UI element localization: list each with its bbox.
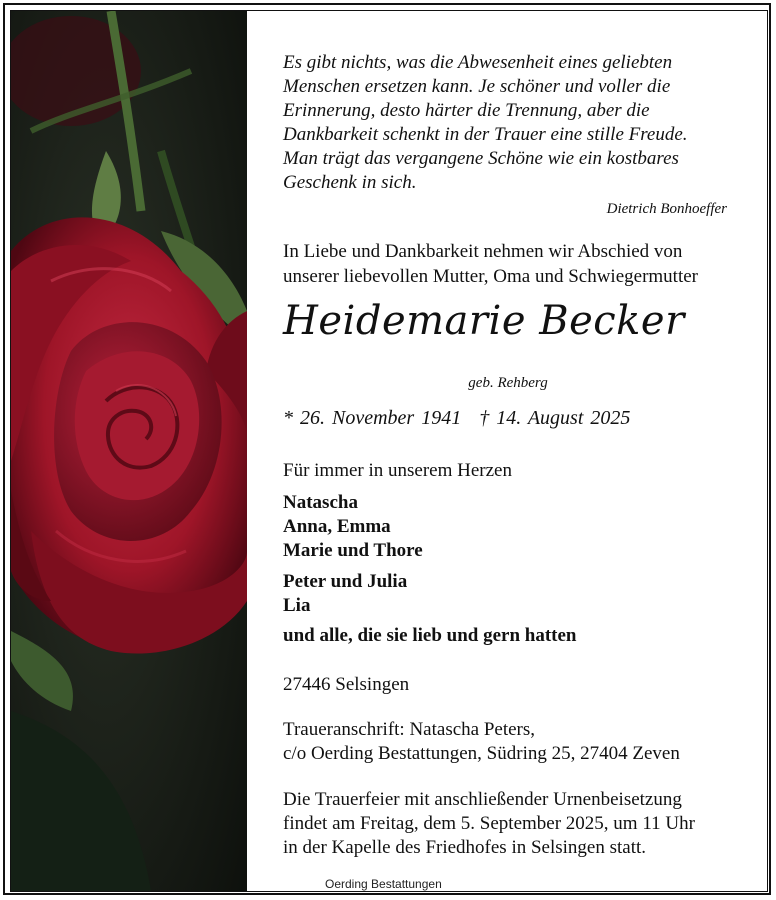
rose-photo [11,11,247,891]
undertaker-signature: Oerding Bestattungen [325,877,442,891]
family-member: Peter und Julia [283,571,408,592]
obituary-frame [3,3,771,895]
mourning-address [283,718,680,766]
quote-block [283,51,743,195]
address-line: c/o Oerding Bestattungen, Südring 25, 27404 Zeven [283,743,680,764]
quote-author: Dietrich Bonhoeffer [606,201,727,217]
family-closing [283,624,577,648]
maiden-name: geb. Rehberg [468,375,548,391]
address-line: Traueranschrift: Natascha Peters, [283,719,536,740]
family-member: Lia [283,595,311,616]
deceased-name: Heidemarie Becker [283,298,685,344]
family-member: Anna, Emma [283,516,391,537]
birth-date: * 26. November 1941 [283,407,462,429]
intro-text [283,239,698,289]
family-member: Marie und Thore [283,540,423,561]
ceremony-line: in der Kapelle des Friedhofes in Selsingen statt. [283,837,647,858]
ceremony-line: Die Trauerfeier mit anschließender Urnenbeisetzung [283,789,682,810]
quote-line: Menschen ersetzen kann. Je schöner und voller die [283,76,671,97]
ceremony-line: findet am Freitag, dem 5. September 2025, um 11 Uhr [283,813,695,834]
quote-line: Geschenk in sich. [283,172,417,193]
obituary-inner-border [10,10,768,892]
quote-line: Erinnerung, desto härter die Trennung, aber die [283,100,650,121]
death-date: † 14. August 2025 [479,407,631,429]
rose-illustration [11,11,247,891]
quote-line: Dankbarkeit schenkt in der Trauer eine stille Freude. [283,124,688,145]
intro-line: unserer liebevollen Mutter, Oma und Schwiegermutter [283,266,699,287]
ceremony-info [283,788,695,860]
intro-line: In Liebe und Dankbarkeit nehmen wir Abschied von [283,241,683,262]
location-line: 27446 Selsingen [283,674,410,695]
family-group-1 [283,491,423,563]
family-member: Natascha [283,492,358,513]
motto: Für immer in unserem Herzen [283,460,512,481]
quote-line: Man trägt das vergangene Schöne wie ein kostbares [283,148,679,169]
family-group-2 [283,570,407,618]
life-dates [283,407,630,430]
family-closing-line: und alle, die sie lieb und gern hatten [283,625,577,646]
quote-line: Es gibt nichts, was die Abwesenheit eines geliebten [283,52,673,73]
location [283,673,409,697]
